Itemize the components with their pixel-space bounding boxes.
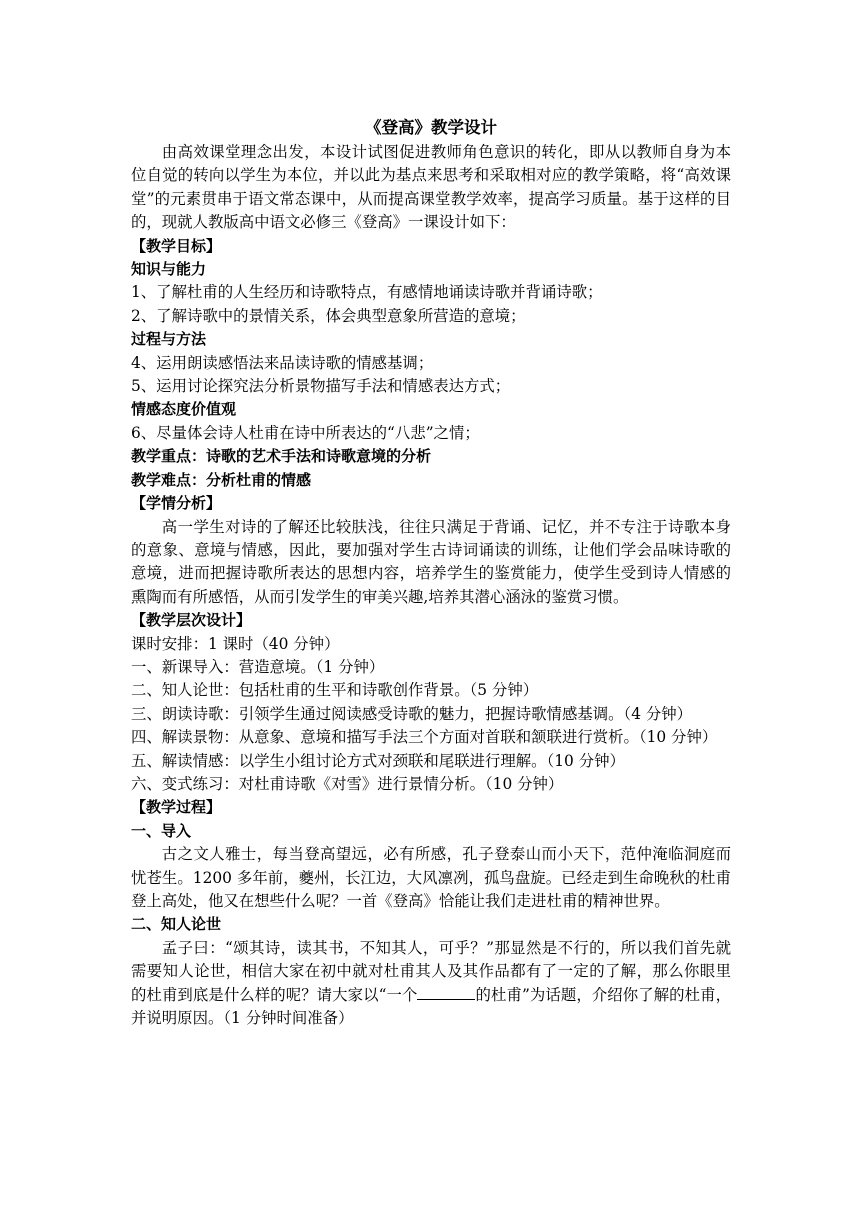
level-step-3: 三、朗读诗歌：引领学生通过阅读感受诗歌的魅力，把握诗歌情感基调。（4 分钟）: [131, 704, 693, 723]
difficulty-point: 教学难点：分析杜甫的情感: [131, 470, 312, 489]
process-method-heading: 过程与方法: [131, 330, 207, 349]
bio-section-paragraph: [131, 937, 731, 1031]
knowledge-item-2: 2、了解诗歌中的景情关系，体会典型意象所营造的意境；: [131, 306, 526, 325]
level-step-6: 六、变式练习：对杜甫诗歌《对雪》进行景情分析。（10 分钟）: [131, 774, 564, 793]
document-body: [131, 116, 731, 1030]
level-step-2: 二、知人论世：包括杜甫的生平和诗歌创作背景。（5 分钟）: [131, 681, 539, 700]
analysis-heading: 【学情分析】: [131, 494, 222, 513]
fill-in-blank: [417, 985, 475, 1000]
level-step-4: 四、解读景物：从意象、意境和描写手法三个方面对首联和颔联进行赏析。（10 分钟）: [131, 728, 718, 747]
knowledge-item-1: 1、了解杜甫的人生经历和诗歌特点，有感情地诵读诗歌并背诵诗歌；: [131, 283, 603, 302]
bio-text-after: 的杜甫”为话题，介绍你了解的杜甫，并说明原因。（1 分钟时间准备）: [131, 985, 731, 1028]
level-step-5: 五、解读情感：以学生小组讨论方式对颈联和尾联进行理解。（10 分钟）: [131, 751, 625, 770]
intro-paragraph: 由高效课堂理念出发，本设计试图促进教师角色意识的转化，即从以教师自身为本位自觉的转向以学生为本位，并以此为基点来思考和采取相对应的教学策略，将“高效课堂”的元素贯串于语文常态课中，从而提高课堂教学效率，提高学习质量。基于这样的目的，现就人教版高中语文必修三《登高》一课设计如下：: [131, 143, 731, 232]
levels-heading: 【教学层次设计】: [131, 611, 252, 630]
emotion-item-6: 6、尽量体会诗人杜甫在诗中所表达的“八悲”之情；: [131, 423, 480, 442]
bio-text-before: 孟子曰：“颂其诗，读其书，不知其人，可乎？”那显然是不行的，所以我们首先就需要知人论世，相信大家在初中就对杜甫其人及其作品都有了一定的了解，那么你眼里的杜甫到底是什么样的呢？请大家以“一个: [131, 938, 731, 1004]
document-title: 《登高》教学设计: [365, 118, 497, 137]
knowledge-heading: 知识与能力: [131, 260, 207, 279]
key-point: 教学重点：诗歌的艺术手法和诗歌意境的分析: [131, 447, 432, 466]
goals-heading: 【教学目标】: [131, 236, 222, 255]
process-item-4: 4、运用朗读感悟法来品读诗歌的情感基调；: [131, 353, 434, 372]
analysis-paragraph: 高一学生对诗的了解还比较肤浅，往往只满足于背诵、记忆，并不专注于诗歌本身的意象、意境与情感，因此，要加强对学生古诗词诵读的训练，让他们学会品味诗歌的意境，进而把握诗歌所表达的思想内容，培养学生的鉴赏能力，使学生受到诗人情感的熏陶而有所感悟，从而引发学生的审美兴趣,培养其潜心涵泳的鉴赏习惯。: [131, 517, 731, 606]
level-step-1: 一、新课导入：营造意境。（1 分钟）: [131, 657, 385, 676]
emotion-heading: 情感态度价值观: [131, 400, 237, 419]
intro-section-heading: 一、导入: [131, 821, 192, 840]
bio-section-heading: 二、知人论世: [131, 915, 222, 934]
intro-section-paragraph: 古之文人雅士，每当登高望远，必有所感，孔子登泰山而小天下，范仲淹临洞庭而忧苍生。1200 多年前，夔州，长江边，大风凛冽，孤鸟盘旋。已经走到生命晚秋的杜甫登上高处，他又在想些什么呢？一首《登高》恰能让我们走进杜甫的精神世界。: [131, 845, 731, 910]
process-item-5: 5、运用讨论探究法分析景物描写手法和情感表达方式；: [131, 377, 511, 396]
process-heading: 【教学过程】: [131, 798, 222, 817]
schedule-line: 课时安排：1 课时（40 分钟）: [131, 634, 340, 653]
